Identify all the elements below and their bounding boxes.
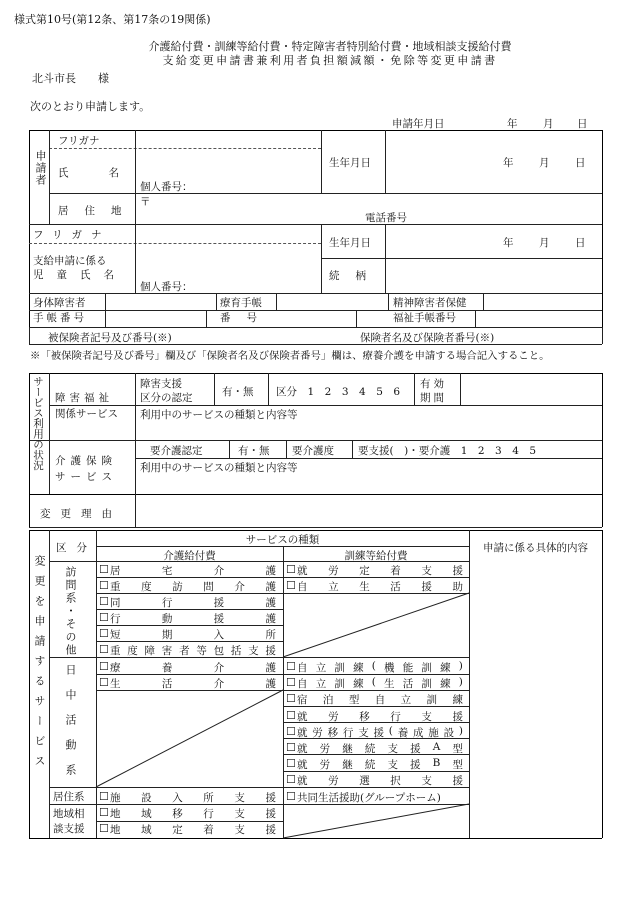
chiiki-category-2: 談支援 — [53, 823, 85, 835]
kunren-top-item-1-checkbox[interactable]: ☐ — [286, 579, 296, 592]
kaigo-kyufu-header: 介護給付費 — [163, 550, 216, 562]
kunren-mid-item-6-checkbox[interactable]: ☐ — [286, 757, 296, 771]
child-birth-label: 生年月日 — [329, 237, 371, 249]
child-kojin-label: 個人番号： — [140, 281, 193, 293]
date-year: 年 — [507, 118, 518, 130]
kubun-yumu: 有・無 — [222, 386, 254, 398]
kyoju-kunren-item-checkbox[interactable]: ☐ — [286, 790, 296, 803]
form-title-line1: 介護給付費・訓練等給付費・特定障害者特別給付費・地域相談支援給付費 — [148, 40, 512, 53]
applicant-name-label: 氏名 — [58, 167, 159, 179]
change-service-side-label: 変更を申請するサービス — [33, 555, 46, 775]
chiiki-category-1: 地域相 — [53, 808, 85, 820]
kunren-mid-item-7-checkbox[interactable]: ☐ — [286, 773, 296, 787]
kubun-label-1: 障害支援 — [140, 378, 182, 390]
child-furigana-label: フリガナ — [33, 229, 111, 241]
homon-item-0-checkbox[interactable]: ☐ — [99, 563, 109, 576]
intro-text: 次のとおり申請します。 — [30, 100, 151, 113]
kunren-mid-item-0-label: 自 立 訓 練 ( 機 能 訓 練 ) — [297, 660, 463, 674]
chiiki-item-1-label: 地 域 定 着 支 援 — [110, 824, 276, 836]
addressee: 北斗市長 様 — [32, 72, 109, 85]
yoshien-scale: 要支援( )・要介護 1 2 3 4 5 — [358, 445, 537, 457]
kunren-mid-item-5-label: 就 労 継 続 支 援 A 型 — [297, 741, 463, 755]
nicchu-item-0-checkbox[interactable]: ☐ — [99, 660, 109, 673]
form-number: 様式第10号(第12条、第17条の19関係) — [14, 13, 211, 26]
kyoju-kunren-item-label: 共同生活援助(グループホーム) — [297, 792, 441, 804]
shintai-label-2: 手帳番号 — [33, 312, 87, 324]
insured-number-label: 被保険者記号及び番号(※) — [48, 332, 172, 344]
kunren-mid-item-6-label: 就 労 継 続 支 援 B 型 — [297, 757, 463, 772]
kunren-mid-item-4-label: 就 労 移 行 支 援 ( 養 成 施 設 ) — [297, 724, 463, 739]
homon-category: 訪問系・その他 — [64, 566, 77, 657]
chiiki-item-0-label: 地 域 移 行 支 援 — [110, 808, 276, 820]
insurer-number-label: 保険者名及び保険者番号(※) — [360, 332, 495, 344]
child-birth-day: 日 — [575, 237, 586, 249]
form-title-line2: 支給変更申請書兼利用者負担額減額・免除等変更申請書 — [162, 54, 498, 67]
kaigo-label-2: サービス — [55, 471, 117, 483]
kunren-top-item-1-label: 自 立 生 活 援 助 — [297, 581, 463, 593]
kubun-label-2: 区分の認定 — [140, 392, 193, 404]
kunren-mid-item-1-checkbox[interactable]: ☐ — [286, 676, 296, 690]
homon-item-1-label: 重 度 訪 問 介 護 — [110, 581, 276, 593]
kyoju-kaigo-item-label: 施 設 入 所 支 援 — [110, 792, 276, 804]
kunren-mid-item-4-checkbox[interactable]: ☐ — [286, 724, 296, 738]
kunren-mid-item-5-checkbox[interactable]: ☐ — [286, 741, 296, 754]
phone-label: 電話番号 — [365, 212, 407, 224]
kunren-mid-item-7-label: 就 労 選 択 支 援 — [297, 775, 463, 788]
shogai-label-2: 関係サービス — [55, 408, 118, 420]
homon-item-1-checkbox[interactable]: ☐ — [99, 579, 109, 592]
seishin-label-1: 精神障害者保健 — [393, 297, 467, 309]
kunren-top-item-0-checkbox[interactable]: ☐ — [286, 563, 296, 576]
homon-item-5-label: 重 度 障 害 者 等 包 括 支 援 — [110, 645, 276, 657]
homon-item-4-checkbox[interactable]: ☐ — [99, 627, 109, 640]
postal-mark: 〒 — [140, 196, 151, 208]
applicant-birth-year: 年 — [503, 157, 514, 169]
applicant-kojin-label: 個人番号： — [140, 181, 193, 193]
service-type-header: サービスの種類 — [245, 534, 320, 546]
homon-item-0-label: 居 宅 介 護 — [110, 565, 276, 577]
kyoju-category: 居住系 — [53, 791, 85, 803]
kunren-kyufu-header: 訓練等給付費 — [344, 550, 408, 562]
homon-item-3-label: 行 動 援 護 — [110, 613, 276, 625]
kubun-scale: 区分 1 2 3 4 5 6 — [276, 386, 401, 398]
kunren-mid-item-2-label: 宿 泊 型 自 立 訓 練 — [297, 694, 463, 707]
shintai-label-1: 身体障害者 — [33, 297, 86, 309]
shogai-label-1: 障害福祉 — [55, 392, 113, 404]
child-birth-year: 年 — [503, 237, 514, 249]
applicant-birth-month: 月 — [539, 157, 550, 169]
chiiki-item-0-checkbox[interactable]: ☐ — [99, 806, 109, 819]
child-name-label-1: 支給申請に係る — [33, 255, 107, 267]
kunren-mid-item-2-checkbox[interactable]: ☐ — [286, 692, 296, 706]
homon-item-5-checkbox[interactable]: ☐ — [99, 643, 109, 656]
yuko-label-1: 有効 — [420, 378, 447, 390]
kunren-mid-item-1-label: 自 立 訓 練 ( 生 活 訓 練 ) — [297, 676, 463, 691]
applicant-address-label: 居住地 — [58, 205, 138, 217]
kubun-header: 区分 — [56, 542, 97, 554]
service-status-side-label: サービス利用の状況 — [32, 376, 44, 471]
yokaigodo-label: 要介護度 — [292, 445, 334, 457]
applicant-birth-day: 日 — [575, 157, 586, 169]
applicant-side-label: 申請者 — [34, 150, 47, 186]
homon-item-2-label: 同 行 援 護 — [110, 597, 276, 609]
kunren-mid-item-0-checkbox[interactable]: ☐ — [286, 660, 296, 673]
kunren-top-item-0-label: 就 労 定 着 支 援 — [297, 565, 463, 577]
riyochu-label-2: 利用中のサービスの種類と内容等 — [140, 462, 298, 474]
riyochu-label-1: 利用中のサービスの種類と内容等 — [140, 409, 298, 421]
yuko-label-2: 期間 — [420, 392, 447, 404]
applicant-birth-label: 生年月日 — [329, 157, 371, 169]
homon-item-4-label: 短 期 入 所 — [110, 629, 276, 641]
date-month: 月 — [543, 118, 554, 130]
date-day: 日 — [577, 118, 588, 130]
change-reason-label: 変更理由 — [40, 508, 122, 520]
note-text: ※「被保険者記号及び番号」欄及び「保険者名及び保険者番号」欄は、療養介護を申請する場合記入すること。 — [30, 350, 550, 362]
child-name-label-2: 児童氏名 — [33, 269, 127, 281]
nicchu-category: 日中活動系 — [64, 664, 77, 789]
applicant-furigana-label: フリガナ — [58, 135, 100, 147]
application-date-label: 申請年月日 — [392, 118, 445, 130]
nicchu-item-1-label: 生 活 介 護 — [110, 678, 276, 690]
nicchu-item-0-label: 療 養 介 護 — [110, 662, 276, 674]
kaigo-label-1: 介護保険 — [55, 455, 117, 467]
ryoiku-label-1: 療育手帳 — [220, 297, 262, 309]
homon-item-2-checkbox[interactable]: ☐ — [99, 595, 109, 608]
kyoju-kaigo-item-checkbox[interactable]: ☐ — [99, 790, 109, 803]
kunren-mid-item-3-checkbox[interactable]: ☐ — [286, 708, 296, 722]
relation-label: 続柄 — [329, 270, 382, 282]
gutaiteki-header: 申請に係る具体的内容 — [483, 542, 588, 554]
kunren-mid-item-3-label: 就 労 移 行 支 援 — [297, 710, 463, 723]
ryoiku-label-2: 番号 — [220, 312, 273, 324]
nicchu-item-1-checkbox[interactable]: ☐ — [99, 676, 109, 689]
seishin-label-2: 福祉手帳番号 — [393, 312, 456, 324]
homon-item-3-checkbox[interactable]: ☐ — [99, 611, 109, 624]
child-birth-month: 月 — [539, 237, 550, 249]
yokaigo-nintei-label: 要介護認定 — [150, 445, 203, 457]
chiiki-item-1-checkbox[interactable]: ☐ — [99, 822, 109, 835]
yokaigo-yumu: 有・無 — [238, 445, 270, 457]
